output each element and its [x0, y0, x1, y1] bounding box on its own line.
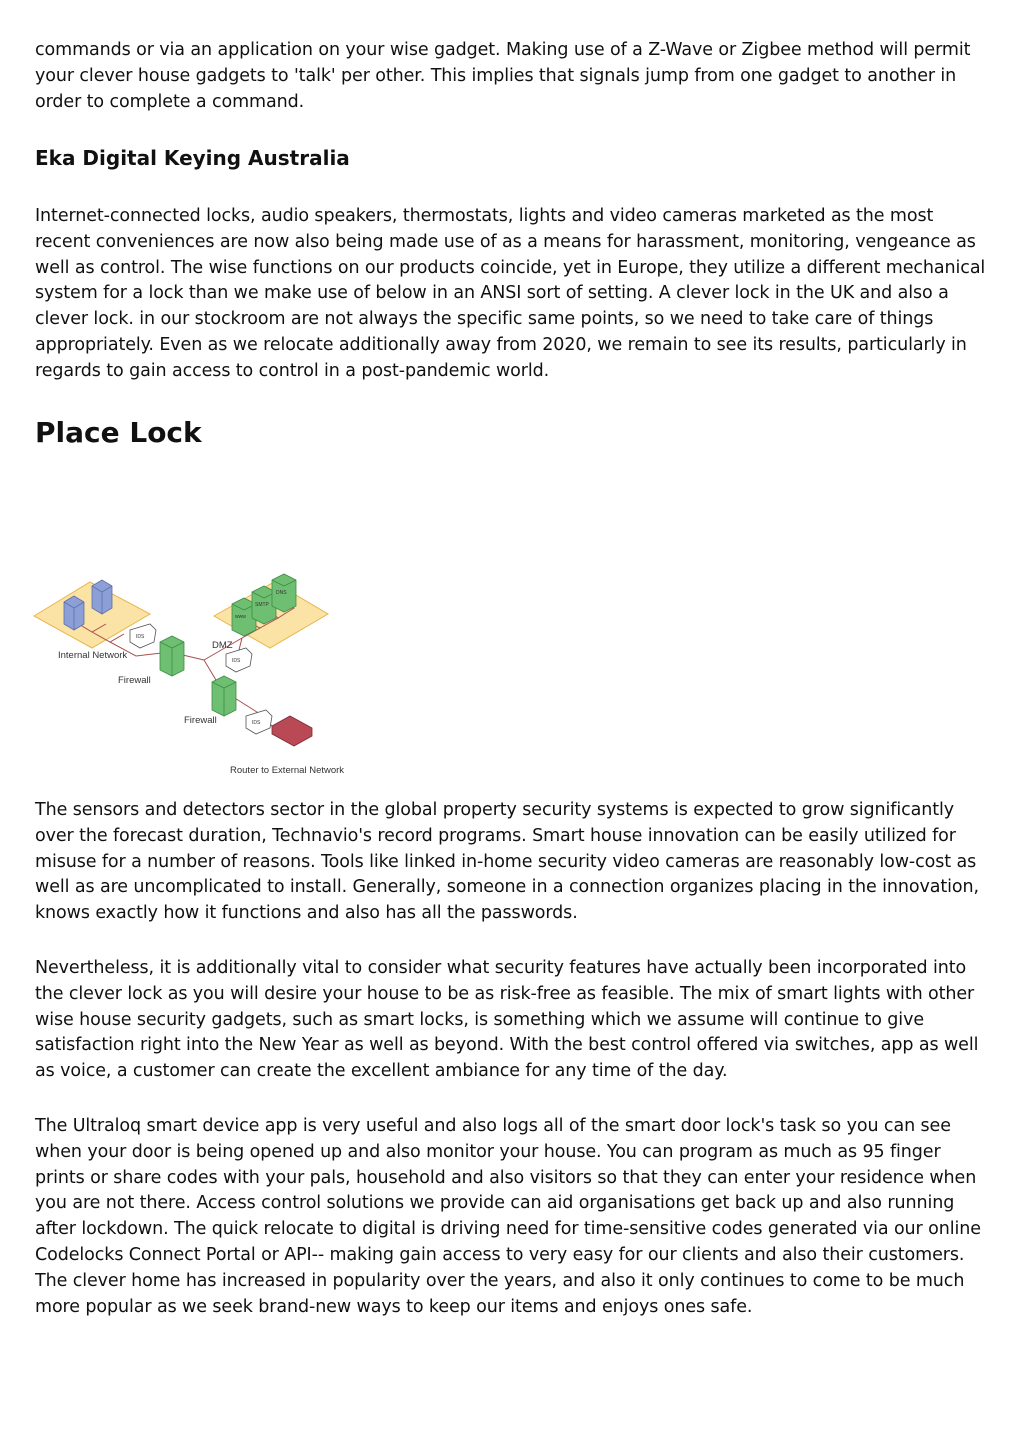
dmz-server-dns [272, 574, 296, 612]
ids-label-3: IDS [252, 720, 261, 726]
firewall-server-1 [160, 636, 184, 676]
dmz-server-label-dns: DNS [276, 590, 287, 596]
ids-shield-icon [226, 648, 252, 672]
paragraph-ultraloq-app: The Ultraloq smart device app is very useful and also logs all of the smart door lock's task so you can see when your door is being opened up and also monitor your house. You can program as much as 95 finger prints or share codes with your pals, household and also visitors so that they can enter your residence when you are not there. Access control solutions we provide can aid organisations get back up and also running after lockdown. The quick relocate to digital is driving need for time-sensitive codes generated via our online Codelocks Connect Portal or API-- making gain access to very easy for our clients and also their customers. The clever home has increased in popularity over the years, and also it only continues to come to be much more popular as we seek brand-new ways to keep our items and enjoys ones safe. [35, 1116, 981, 1317]
heading-place-lock: Place Lock [35, 416, 202, 449]
internal-server-1 [64, 596, 84, 630]
firewall-server-2 [212, 676, 236, 716]
paragraph-intro: commands or via an application on your wise gadget. Making use of a Z-Wave or Zigbee method will permit your clever house gadgets to 'talk' per other. This implies that signals jump from one gadget to another in order to complete a command. [35, 40, 971, 112]
internal-server-2 [92, 580, 112, 614]
network-diagram-image [32, 530, 356, 776]
dmz-label: DMZ [212, 640, 233, 651]
firewall-label-1: Firewall [118, 675, 151, 686]
firewall-label-2: Firewall [184, 715, 217, 726]
paragraph-security-features: Nevertheless, it is additionally vital to consider what security features have actually been incorporated into the clever lock as you will desire your house to be as risk-free as feasible. The mix of smart lights with other wise house security gadgets, such as smart locks, is something which we assume will continue to give satisfaction right into the New Year as well as beyond. With the best control offered via switches, app as well as voice, a customer can create the excellent ambiance for any time of the day. [35, 958, 979, 1082]
paragraph-internet-connected-locks: Internet-connected locks, audio speakers, thermostats, lights and video cameras marketed as the most recent conveniences are now also being made use of as a means for harassment, monitoring, vengeance as well as control. The wise functions on our products coincide, yet in Europe, they utilize a different mechanical system for a lock than we make use of below in an ANSI sort of setting. A clever lock in the UK and also a clever lock. in our stockroom are not always the specific same points, so we need to take care of things appropriately. Even as we relocate additionally away from 2020, we remain to see its results, particularly in regards to gain access to control in a post-pandemic world. [35, 206, 986, 381]
router-label: Router to External Network [230, 765, 345, 776]
ids-shield-icon [130, 624, 156, 648]
ids-label-2: IDS [232, 658, 241, 664]
ids-label-1: IDS [136, 634, 145, 640]
internal-network-label: Internal Network [58, 650, 128, 661]
dmz-server-label-www: www [235, 614, 246, 620]
paragraph-sensors-detectors: The sensors and detectors sector in the global property security systems is expected to grow significantly over the forecast duration, Technavio's record programs. Smart house innovation can be easily utilized for misuse for a number of reasons. Tools like linked in-home security video cameras are reasonably low-cost as well as are uncomplicated to install. Generally, someone in a connection organizes placing in the innovation, knows exactly how it functions and also has all the passwords. [35, 800, 979, 924]
heading-eka-digital-keying: Eka Digital Keying Australia [35, 146, 350, 170]
ids-shield-icon [246, 710, 272, 734]
dmz-server-label-smtp: SMTP [255, 602, 269, 608]
router-icon [272, 716, 312, 746]
